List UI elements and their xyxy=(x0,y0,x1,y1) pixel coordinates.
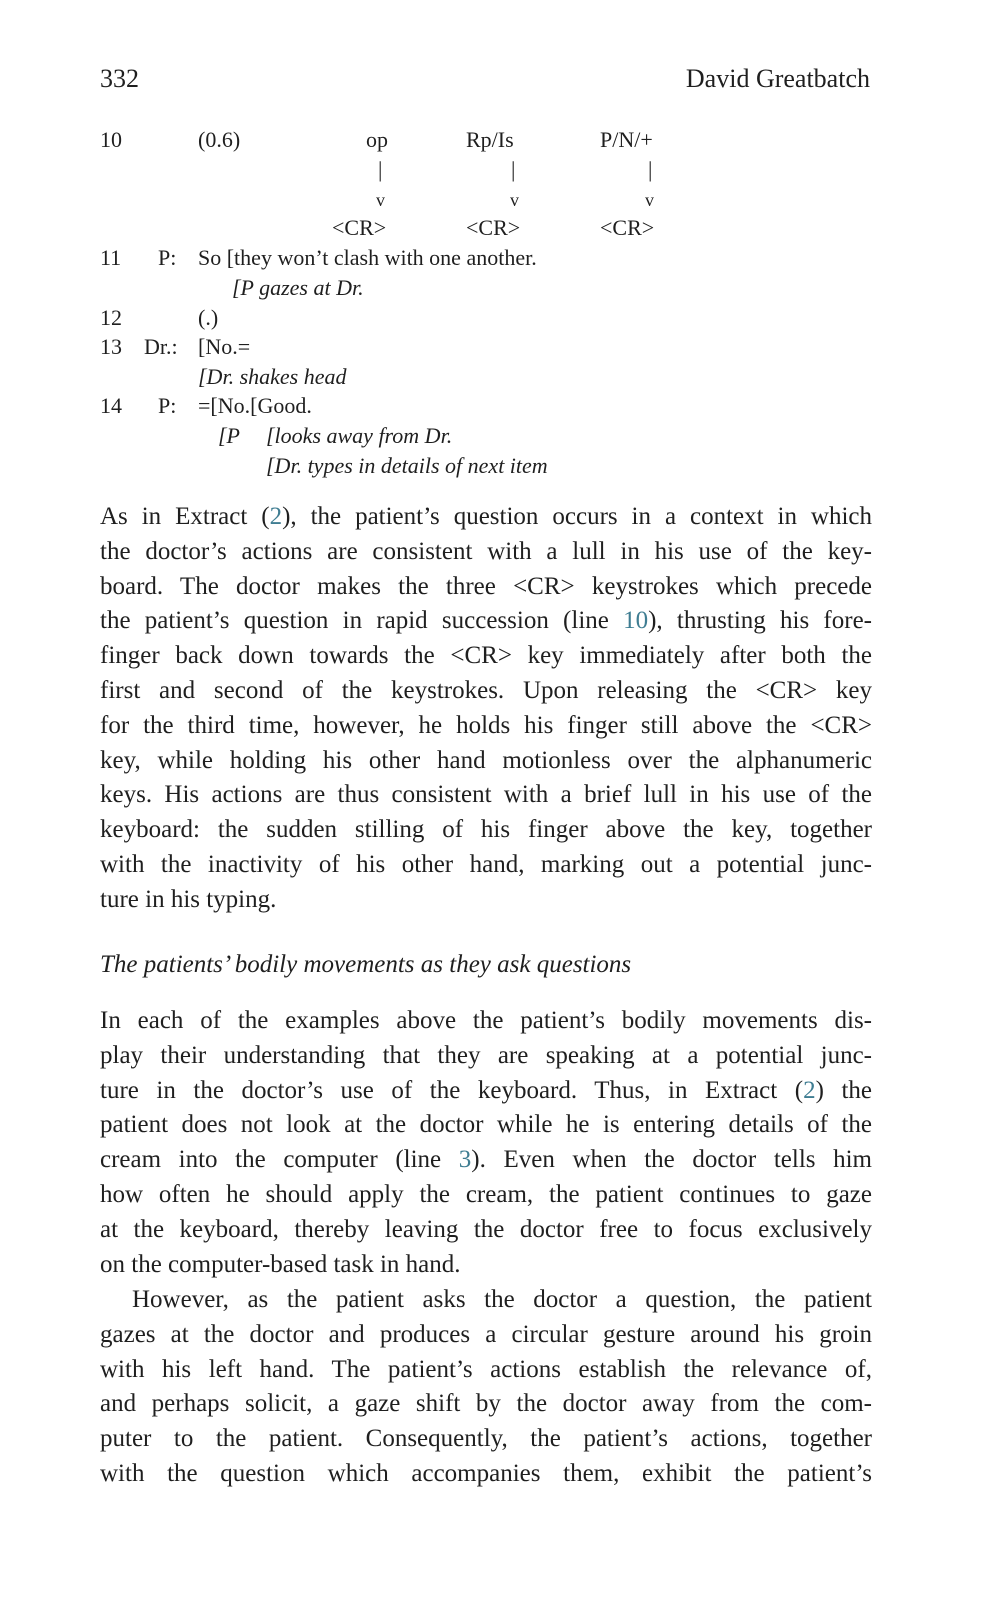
text-segment: ). Even when the doctor tells him xyxy=(471,1146,873,1174)
action-note: [Dr. shakes head xyxy=(198,364,347,389)
text-segment: ), the patient’s question occurs in a context in which xyxy=(282,503,872,530)
text-line: the doctor’s actions are consistent with a lull in his use of the key- xyxy=(100,537,872,565)
keystroke-cr: <CR> xyxy=(332,215,387,240)
utterance: So [they won’t clash with one another. xyxy=(198,245,537,270)
paragraph xyxy=(100,1004,872,1282)
key-column-label: P/N/+ xyxy=(600,127,653,152)
line-number: 13 xyxy=(100,334,122,359)
bar-marker: | xyxy=(378,157,383,182)
text-segment: cream into the computer (line xyxy=(100,1146,459,1174)
speaker-label: P: xyxy=(158,245,177,270)
text-line: play their understanding that they are speaking at a potential junc- xyxy=(100,1041,872,1069)
line-link[interactable]: 3 xyxy=(458,1146,472,1174)
keystroke-cr: <CR> xyxy=(600,215,655,240)
text-line: at the keyboard, thereby leaving the doctor free to focus exclusively xyxy=(100,1215,872,1243)
text-line xyxy=(100,604,872,639)
text-line: key, while holding his other hand motionless over the alphanumeric xyxy=(100,746,872,774)
text-segment: As in Extract ( xyxy=(100,503,270,530)
text-line: how often he should apply the cream, the patient continues to gaze xyxy=(100,1180,872,1208)
paragraph xyxy=(100,1283,872,1492)
line-number: 11 xyxy=(100,245,122,270)
text-line: keys. His actions are thus consistent with a brief lull in his use of the xyxy=(100,781,872,809)
text-line: However, as the patient asks the doctor a question, the patient xyxy=(132,1286,872,1313)
text-line: In each of the examples above the patient’s bodily movements dis- xyxy=(100,1007,872,1034)
action-note: [P gazes at Dr. xyxy=(232,275,364,300)
action-note: [looks away from Dr. xyxy=(266,423,453,448)
text-line: for the third time, however, he holds his finger still above the <CR> xyxy=(100,711,872,739)
text-line: first and second of the keystrokes. Upon releasing the <CR> key xyxy=(100,676,872,704)
text-line: puter to the patient. Consequently, the patient’s actions, together xyxy=(100,1425,872,1453)
text-segment: ture in the doctor’s use of the keyboard. Thus, in Extract ( xyxy=(100,1076,804,1104)
running-header-author: David Greatbatch xyxy=(685,64,870,93)
line-link[interactable]: 10 xyxy=(623,607,649,635)
text-line: with his left hand. The patient’s actions establish the relevance of, xyxy=(100,1355,872,1383)
text-line: on the computer-based task in hand. xyxy=(100,1250,461,1278)
action-note: [Dr. types in details of next item xyxy=(266,453,548,478)
extract-link[interactable]: 2 xyxy=(269,503,283,530)
page-number: 332 xyxy=(100,64,139,93)
arrow-marker: v xyxy=(510,190,519,210)
speaker-label: Dr.: xyxy=(144,334,178,359)
section-heading: The patients’ bodily movements as they ask questions xyxy=(100,951,632,978)
text-line xyxy=(100,1074,872,1109)
text-segment: the patient’s question in rapid succession (line xyxy=(100,607,624,635)
text-line: with the question which accompanies them, exhibit the patient’s xyxy=(100,1459,872,1487)
text-line: board. The doctor makes the three <CR> keystrokes which precede xyxy=(100,572,872,600)
text-line xyxy=(100,1143,872,1178)
text-line: finger back down towards the <CR> key immediately after both the xyxy=(100,642,872,670)
key-column-label: op xyxy=(366,127,388,152)
text-segment: ), thrusting his fore- xyxy=(648,607,873,635)
text-line: ture in his typing. xyxy=(100,885,277,913)
line-number: 14 xyxy=(100,393,122,418)
text-line: patient does not look at the doctor while he is entering details of the xyxy=(100,1111,872,1139)
text-line: and perhaps solicit, a gaze shift by the doctor away from the com- xyxy=(100,1390,872,1418)
bar-marker: | xyxy=(511,157,516,182)
line-number: 10 xyxy=(100,127,122,152)
paragraph xyxy=(100,500,872,918)
text-line: with the inactivity of his other hand, marking out a potential junc- xyxy=(100,850,872,878)
arrow-marker: v xyxy=(645,190,654,210)
action-note-bracket: [P xyxy=(218,423,240,448)
bar-marker: | xyxy=(648,157,653,182)
pause-marker: (0.6) xyxy=(198,127,241,152)
speaker-label: P: xyxy=(158,393,177,418)
keystroke-cr: <CR> xyxy=(466,215,521,240)
text-line: gazes at the doctor and produces a circular gesture around his groin xyxy=(100,1320,872,1348)
arrow-marker: v xyxy=(376,190,385,210)
text-line: keyboard: the sudden stilling of his finger above the key, together xyxy=(100,816,872,844)
utterance: =[No.[Good. xyxy=(198,393,312,418)
key-column-label: Rp/Is xyxy=(466,127,514,152)
utterance: [No.= xyxy=(198,334,251,359)
text-segment: ) the xyxy=(815,1076,872,1104)
micro-pause: (.) xyxy=(198,305,219,330)
extract-link[interactable]: 2 xyxy=(803,1076,816,1104)
line-number: 12 xyxy=(100,305,122,330)
text-line xyxy=(100,500,872,535)
